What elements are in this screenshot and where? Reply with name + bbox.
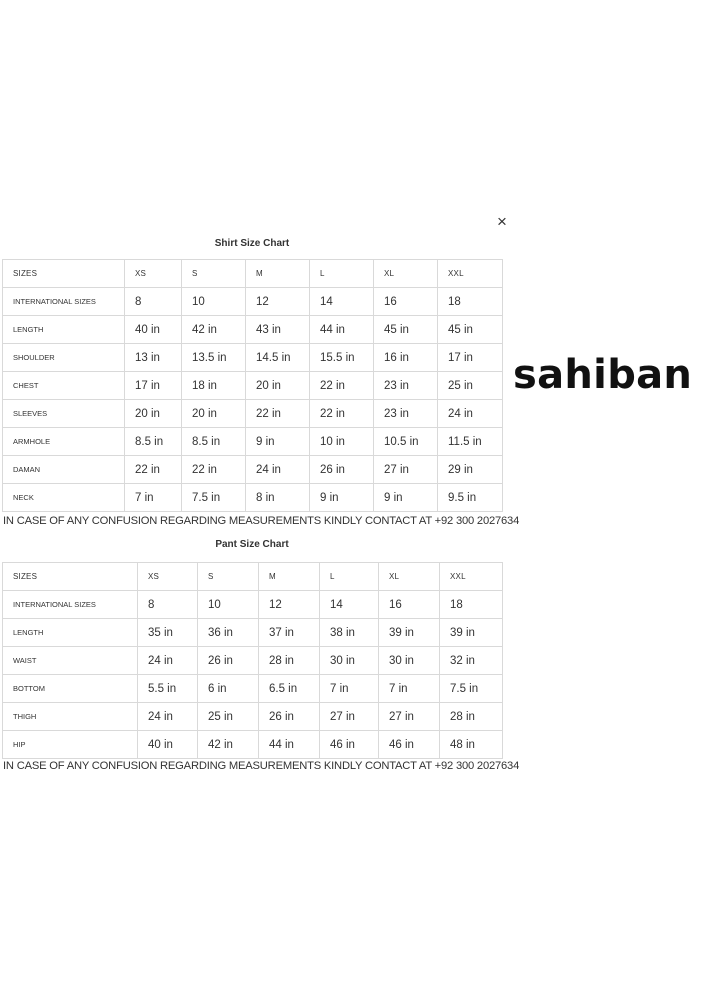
table-cell: 14 [310, 288, 374, 316]
table-cell: 30 in [320, 647, 379, 675]
table-cell: 27 in [374, 456, 438, 484]
table-cell: 8 [125, 288, 182, 316]
table-cell: 46 in [379, 731, 440, 759]
column-header: XS [138, 563, 198, 591]
column-header: L [320, 563, 379, 591]
table-cell: 22 in [125, 456, 182, 484]
table-cell: 25 in [198, 703, 259, 731]
table-cell: 14 [320, 591, 379, 619]
table-row [3, 372, 503, 400]
table-cell: 16 [374, 288, 438, 316]
table-cell: 8 in [246, 484, 310, 512]
row-label: ARMHOLE [3, 428, 125, 456]
table-cell: 8.5 in [182, 428, 246, 456]
table-cell: 40 in [138, 731, 198, 759]
table-row [3, 344, 503, 372]
table-cell: 26 in [259, 703, 320, 731]
table-row [3, 675, 503, 703]
table-cell: 7 in [125, 484, 182, 512]
column-header: L [310, 260, 374, 288]
column-header: M [259, 563, 320, 591]
table-cell: 42 in [198, 731, 259, 759]
row-label: INTERNATIONAL SIZES [3, 288, 125, 316]
column-header: SIZES [3, 563, 138, 591]
table-cell: 11.5 in [438, 428, 503, 456]
column-header: SIZES [3, 260, 125, 288]
table-row [3, 703, 503, 731]
table-cell: 44 in [310, 316, 374, 344]
table-header-row [3, 563, 503, 591]
row-label: SLEEVES [3, 400, 125, 428]
row-label: THIGH [3, 703, 138, 731]
table-cell: 10 [198, 591, 259, 619]
pant-contact-note: IN CASE OF ANY CONFUSION REGARDING MEASUREMENTS KINDLY CONTACT AT +92 300 2027634 [3, 760, 520, 772]
table-cell: 45 in [438, 316, 503, 344]
table-row [3, 647, 503, 675]
table-cell: 12 [246, 288, 310, 316]
table-cell: 9.5 in [438, 484, 503, 512]
column-header: XS [125, 260, 182, 288]
table-cell: 6 in [198, 675, 259, 703]
table-cell: 8 [138, 591, 198, 619]
table-cell: 24 in [138, 703, 198, 731]
table-cell: 22 in [246, 400, 310, 428]
table-row [3, 591, 503, 619]
table-cell: 46 in [320, 731, 379, 759]
table-row [3, 428, 503, 456]
table-cell: 18 [438, 288, 503, 316]
pant-chart-title: Pant Size Chart [215, 539, 289, 550]
table-cell: 17 in [438, 344, 503, 372]
row-label: INTERNATIONAL SIZES [3, 591, 138, 619]
table-cell: 16 [379, 591, 440, 619]
shirt-size-table [2, 259, 503, 512]
row-label: LENGTH [3, 619, 138, 647]
table-cell: 32 in [440, 647, 503, 675]
table-cell: 17 in [125, 372, 182, 400]
table-cell: 13 in [125, 344, 182, 372]
table-cell: 22 in [310, 400, 374, 428]
row-label: BOTTOM [3, 675, 138, 703]
table-cell: 20 in [125, 400, 182, 428]
table-cell: 18 in [182, 372, 246, 400]
row-label: CHEST [3, 372, 125, 400]
table-cell: 24 in [138, 647, 198, 675]
table-cell: 20 in [246, 372, 310, 400]
table-cell: 6.5 in [259, 675, 320, 703]
table-cell: 22 in [310, 372, 374, 400]
table-cell: 7.5 in [182, 484, 246, 512]
table-row [3, 400, 503, 428]
pant-size-table [2, 562, 503, 759]
column-header: S [198, 563, 259, 591]
table-cell: 16 in [374, 344, 438, 372]
brand-name: sahiban [513, 352, 693, 398]
table-cell: 40 in [125, 316, 182, 344]
table-cell: 22 in [182, 456, 246, 484]
table-cell: 8.5 in [125, 428, 182, 456]
column-header: XL [379, 563, 440, 591]
table-cell: 7 in [379, 675, 440, 703]
column-header: S [182, 260, 246, 288]
table-cell: 25 in [438, 372, 503, 400]
row-label: NECK [3, 484, 125, 512]
table-row [3, 456, 503, 484]
row-label: SHOULDER [3, 344, 125, 372]
table-cell: 48 in [440, 731, 503, 759]
table-cell: 27 in [379, 703, 440, 731]
table-cell: 36 in [198, 619, 259, 647]
table-cell: 26 in [310, 456, 374, 484]
table-cell: 23 in [374, 400, 438, 428]
table-cell: 7.5 in [440, 675, 503, 703]
row-label: HIP [3, 731, 138, 759]
table-cell: 26 in [198, 647, 259, 675]
table-cell: 28 in [440, 703, 503, 731]
column-header: M [246, 260, 310, 288]
table-cell: 9 in [246, 428, 310, 456]
table-cell: 35 in [138, 619, 198, 647]
table-row [3, 731, 503, 759]
close-icon[interactable]: × [497, 212, 507, 231]
table-row [3, 619, 503, 647]
table-cell: 27 in [320, 703, 379, 731]
table-cell: 37 in [259, 619, 320, 647]
table-cell: 39 in [379, 619, 440, 647]
table-row [3, 484, 503, 512]
table-cell: 9 in [374, 484, 438, 512]
table-cell: 15.5 in [310, 344, 374, 372]
table-cell: 13.5 in [182, 344, 246, 372]
table-cell: 20 in [182, 400, 246, 428]
table-cell: 7 in [320, 675, 379, 703]
table-cell: 45 in [374, 316, 438, 344]
table-cell: 23 in [374, 372, 438, 400]
table-cell: 38 in [320, 619, 379, 647]
table-cell: 9 in [310, 484, 374, 512]
table-cell: 10 [182, 288, 246, 316]
table-cell: 24 in [438, 400, 503, 428]
column-header: XXL [438, 260, 503, 288]
row-label: LENGTH [3, 316, 125, 344]
shirt-chart-title: Shirt Size Chart [214, 238, 290, 249]
table-cell: 39 in [440, 619, 503, 647]
table-row [3, 316, 503, 344]
table-cell: 14.5 in [246, 344, 310, 372]
table-cell: 10 in [310, 428, 374, 456]
table-cell: 29 in [438, 456, 503, 484]
column-header: XXL [440, 563, 503, 591]
table-cell: 28 in [259, 647, 320, 675]
table-cell: 24 in [246, 456, 310, 484]
table-cell: 43 in [246, 316, 310, 344]
row-label: WAIST [3, 647, 138, 675]
table-cell: 18 [440, 591, 503, 619]
table-cell: 10.5 in [374, 428, 438, 456]
table-cell: 5.5 in [138, 675, 198, 703]
table-row [3, 288, 503, 316]
table-header-row [3, 260, 503, 288]
table-cell: 42 in [182, 316, 246, 344]
table-cell: 30 in [379, 647, 440, 675]
table-cell: 12 [259, 591, 320, 619]
table-cell: 44 in [259, 731, 320, 759]
column-header: XL [374, 260, 438, 288]
row-label: DAMAN [3, 456, 125, 484]
shirt-contact-note: IN CASE OF ANY CONFUSION REGARDING MEASUREMENTS KINDLY CONTACT AT +92 300 2027634 [3, 515, 520, 527]
